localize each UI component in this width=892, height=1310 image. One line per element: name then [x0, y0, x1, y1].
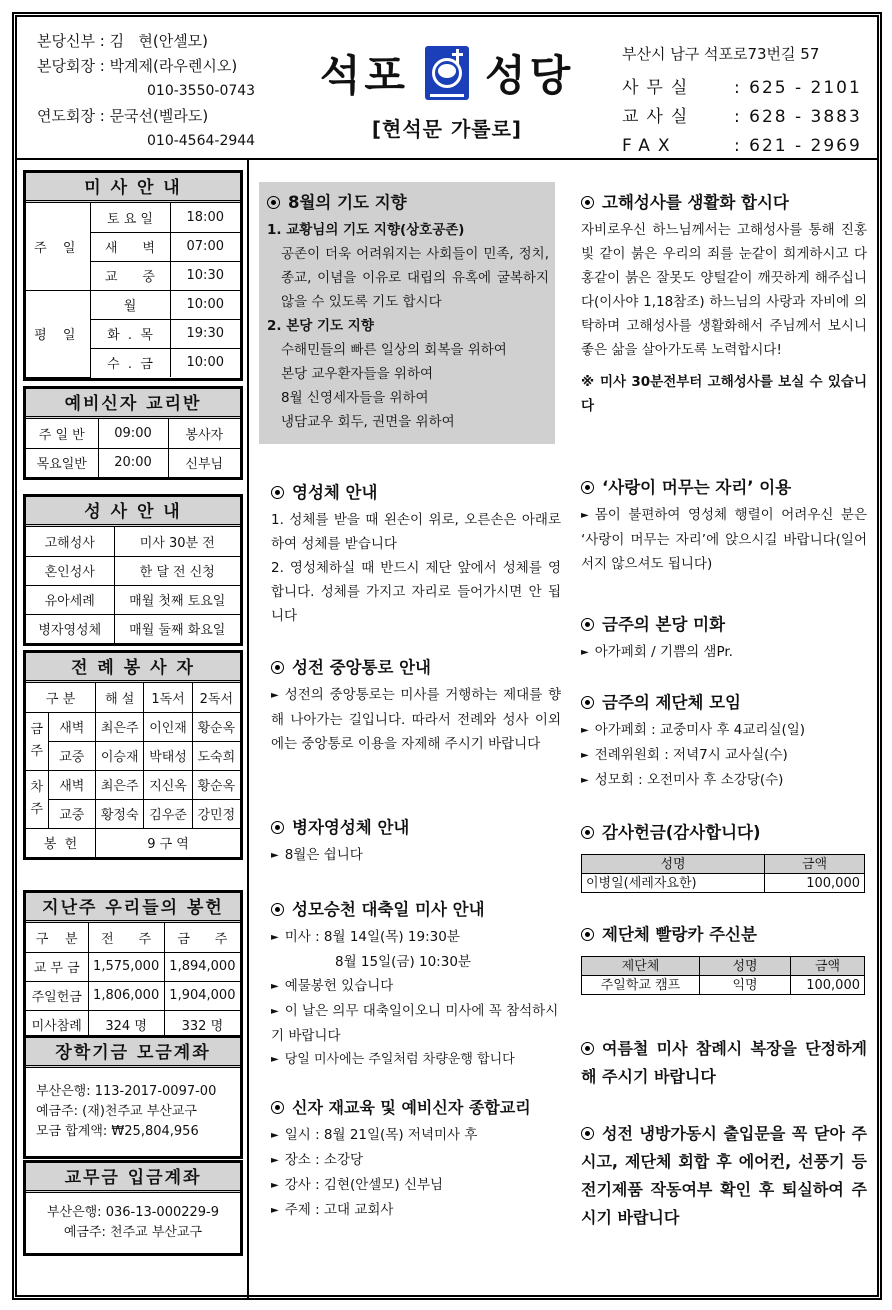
arrow-bullet-icon: ►: [581, 510, 589, 521]
table-row: 금주 새벽 최은주 이인재 황순옥: [26, 712, 240, 741]
liturgy-servers-box: [23, 650, 243, 860]
parish-staff: [37, 29, 255, 154]
arrow-bullet-icon: ►: [271, 981, 279, 992]
mass-guide-box: [23, 170, 243, 381]
church-flowers-section: 금주의 본당 미화 ► 아가페회 / 기쁨의 샘Pr.: [581, 615, 733, 660]
arrow-bullet-icon: ►: [581, 725, 589, 736]
table-row: 주일학교 캠프 익명 100,000: [582, 976, 865, 995]
table-row: 이병일(세레자요한) 100,000: [582, 874, 865, 893]
left-column: [17, 160, 249, 1300]
radio-bullet-icon: [581, 618, 594, 631]
table-row: 주 일 반 09:00 봉사자: [26, 419, 240, 448]
table-row: 병자영성체 매월 둘째 화요일: [26, 614, 240, 643]
catechumen-box: [23, 386, 243, 480]
arrow-bullet-icon: ►: [271, 1205, 279, 1216]
liturgy-servers-title: 전 례 봉 사 자: [26, 653, 240, 683]
right-column: [569, 160, 877, 1300]
confession-section: 고해성사를 생활화 합시다 자비로우신 하느님께서는 고해성사를 통해 진홍빛 같이 붉은 우리의 죄를 눈같이 희게하시고 다홍같이 붉은 잘못도 양털같이 깨끗하게 해주십니다(이사야 1,18참조) 하느님의 사랑과 자비에 의탁하며 고해성사를 생활화해서 주님께서 보시니 좋은 삶을 살아가도록 노력합시다! ※ 미사 30분전부터 고해성사를 보실 수 있습니다: [581, 193, 867, 414]
arrow-bullet-icon: ►: [271, 850, 279, 861]
radio-bullet-icon: [271, 821, 284, 834]
communion-section: 영성체 안내 1. 성체를 받을 때 왼손이 위로, 오른손은 아래로 하여 성체를 받습니다 2. 영성체하실 때 반드시 제단 앞에서 성체를 영합니다. 성체를 가지고 자리로 들어가시면 안 됩니다: [271, 483, 561, 624]
priest-label: 본당신부 :: [37, 32, 110, 50]
arrow-bullet-icon: ►: [271, 1054, 279, 1065]
table-header: 구 분 해 설 1독서 2독서: [26, 683, 240, 712]
yeondo-phone: 010-4564-2944: [147, 133, 256, 149]
mass-guide-title: 미 사 안 내: [26, 173, 240, 203]
arrow-bullet-icon: ►: [271, 1006, 279, 1017]
president-label: 본당회장 :: [37, 57, 110, 75]
table-row: 목요일반 20:00 신부님: [26, 448, 240, 477]
arrow-bullet-icon: ►: [581, 750, 589, 761]
table-row: 차주 새벽 최은주 지신옥 황순옥: [26, 770, 240, 799]
scholarship-account: 부산은행: 113-2017-0097-00 예금주: (재)천주교 부산교구 모금 합계액: ₩25,804,956: [36, 1084, 217, 1139]
arrow-bullet-icon: ►: [581, 647, 589, 658]
radio-bullet-icon: [581, 196, 594, 209]
table-row: 미사참례 324 명 332 명: [26, 1010, 240, 1039]
offerings-box: [23, 890, 243, 1042]
table-row: 교중 이승재 박태성 도숙희: [26, 741, 240, 770]
sick-communion-section: 병자영성체 안내 ► 8월은 쉽니다: [271, 818, 410, 863]
aircon-notice: 성전 냉방가동시 출입문을 꼭 닫아 주시고, 제단체 회합 후 에어컨, 선풍기 등 전기제품 작동여부 확인 후 퇴실하여 주시기 바랍니다: [581, 1124, 867, 1227]
title-right: 성당: [485, 51, 575, 100]
thanks-offering-table: 성명 금액 이병일(세레자요한) 100,000: [581, 854, 865, 893]
table-row: 유아세례 매월 첫째 토요일: [26, 585, 240, 614]
arrow-bullet-icon: ►: [271, 1130, 279, 1141]
scholarship-title: 장학기금 모금계좌: [26, 1038, 240, 1068]
yeondo-name: 문국선(벨라도): [109, 107, 209, 125]
radio-bullet-icon: [271, 903, 284, 916]
middle-column: [249, 160, 569, 1300]
table-row: 고해성사 미사 30분 전: [26, 527, 240, 556]
bulletin-frame: [12, 12, 882, 1300]
prayer-intention-section: 8월의 기도 지향 1. 교황님의 기도 지향(상호공존) 공존이 더욱 어려워지는 사회들이 민족, 정치, 종교, 이념을 이유로 대립의 유혹에 굴복하지 않을 수 있도록 기도 합시다 2. 본당 기도 지향 수해민들의 빠른 일상의 회복을 위하여 본당 교우환자들을 위하여 8월 신영세자들을 위하여 냉담교우 회두, 권면을 위하여: [259, 182, 555, 444]
table-header: 구 분 전 주 금 주: [26, 923, 240, 952]
patron-subtitle: [현석문 가롤로]: [371, 117, 523, 141]
summer-dress-notice: 여름철 미사 참례시 복장을 단정하게 해 주시기 바랍니다: [581, 1039, 867, 1086]
table-row: 봉 헌 9 구 역: [26, 828, 240, 857]
group-meetings-section: 금주의 제단체 모임 ► 아가페회 : 교중미사 후 4교리실(일) ► 전례위원회 : 저녁7시 교사실(수) ► 성모회 : 오전미사 후 소강당(수): [581, 693, 806, 788]
contact-teachers-room: 교사실 : 628 - 3883: [622, 107, 862, 127]
radio-bullet-icon: [581, 481, 594, 494]
sacraments-box: [23, 494, 243, 646]
radio-bullet-icon: [581, 826, 594, 839]
snack-donors-table: 제단체 성명 금액 주일학교 캠프 익명 100,000: [581, 956, 865, 995]
table-row: 교중 황정숙 김우준 강민정: [26, 799, 240, 828]
love-seat-section: ‘사랑이 머무는 자리’ 이용 ► 몸이 불편하여 영성체 행렬이 어려우신 분은 ‘사랑이 머무는 자리’에 앉으시길 바랍니다(일어서지 않으셔도 됩니다): [581, 478, 867, 572]
sacraments-title: 성 사 안 내: [26, 497, 240, 527]
thanks-offering-section: 감사헌금(감사합니다) 성명 금액 이병일(세레자요한) 100,000: [581, 820, 865, 893]
church-dues-title: 교무금 입금계좌: [26, 1163, 240, 1193]
president-phone: 010-3550-0743: [147, 83, 256, 99]
title-left: 석포: [319, 51, 409, 100]
arrow-bullet-icon: ►: [271, 932, 279, 943]
table-row: 주일헌금 1,806,000 1,904,000: [26, 981, 240, 1010]
bulletin-header: [17, 17, 877, 160]
yeondo-label: 연도회장 :: [37, 107, 110, 125]
radio-bullet-icon: [581, 1042, 594, 1055]
radio-bullet-icon: [267, 196, 280, 209]
arrow-bullet-icon: ►: [271, 1180, 279, 1191]
contact-office: 사무실 : 625 - 2101: [622, 78, 862, 98]
contact-fax: FAX : 621 - 2969: [622, 136, 862, 156]
radio-bullet-icon: [271, 661, 284, 674]
parish-contact: [622, 43, 862, 161]
radio-bullet-icon: [271, 1101, 284, 1114]
radio-bullet-icon: [581, 928, 594, 941]
scholarship-box: [23, 1035, 243, 1159]
priest-name: 김 현(안셀모): [109, 32, 209, 50]
snack-donors-section: 제단체 빨랑카 주신분 제단체 성명 금액 주일학교 캠프 익명 100,000: [581, 922, 865, 995]
weekday-label: 평 일: [26, 290, 90, 377]
radio-bullet-icon: [271, 486, 284, 499]
parish-logo-icon: [425, 46, 469, 100]
church-dues-box: [23, 1160, 243, 1256]
arrow-bullet-icon: ►: [271, 1155, 279, 1166]
president-name: 박계제(라우렌시오): [109, 57, 238, 75]
offerings-title: 지난주 우리들의 봉헌: [26, 893, 240, 923]
radio-bullet-icon: [581, 696, 594, 709]
radio-bullet-icon: [581, 1127, 594, 1140]
assumption-mass-section: 성모승천 대축일 미사 안내 ► 미사 : 8월 14일(목) 19:30분 8월 15일(금) 10:30분 ► 예물봉헌 있습니다 ► 이 날은 의무 대축일이오니 미사에 꼭 참석하시기 바랍니다 ► 당일 미사에는 주일처럼 차량운행 합니다: [271, 900, 559, 1067]
reeducation-section: 신자 재교육 및 예비신자 종합교리 ► 일시 : 8월 21일(목) 저녁미사 후 ► 장소 : 소강당 ► 강사 : 김현(안셀모) 신부님 ► 주제 : 고대 교회사: [271, 1098, 531, 1218]
arrow-bullet-icon: ►: [271, 690, 279, 701]
table-row: 혼인성사 한 달 전 신청: [26, 556, 240, 585]
center-aisle-section: 성전 중앙통로 안내 ► 성전의 중앙통로는 미사를 거행하는 제대를 향해 나아가는 길입니다. 따라서 전례와 성사 이외에는 중앙통로 이용을 자제해 주시기 바랍니다: [271, 658, 561, 752]
parish-title: [312, 43, 582, 142]
church-dues-account: 부산은행: 036-13-000229-9 예금주: 천주교 부산교구: [46, 1205, 220, 1240]
sunday-label: 주 일: [26, 203, 90, 290]
mass-schedule-table: 주 일 토 요 일 18:00 새 벽 07:00 교 중 10:30 평 일 월 10:00 화 . 목 19:30 수 . 금 10:00: [26, 203, 240, 378]
arrow-bullet-icon: ►: [581, 775, 589, 786]
catechumen-title: 예비신자 교리반: [26, 389, 240, 419]
parish-address: 부산시 남구 석포로73번길 57: [622, 45, 820, 63]
table-row: 교 무 금 1,575,000 1,894,000: [26, 952, 240, 981]
